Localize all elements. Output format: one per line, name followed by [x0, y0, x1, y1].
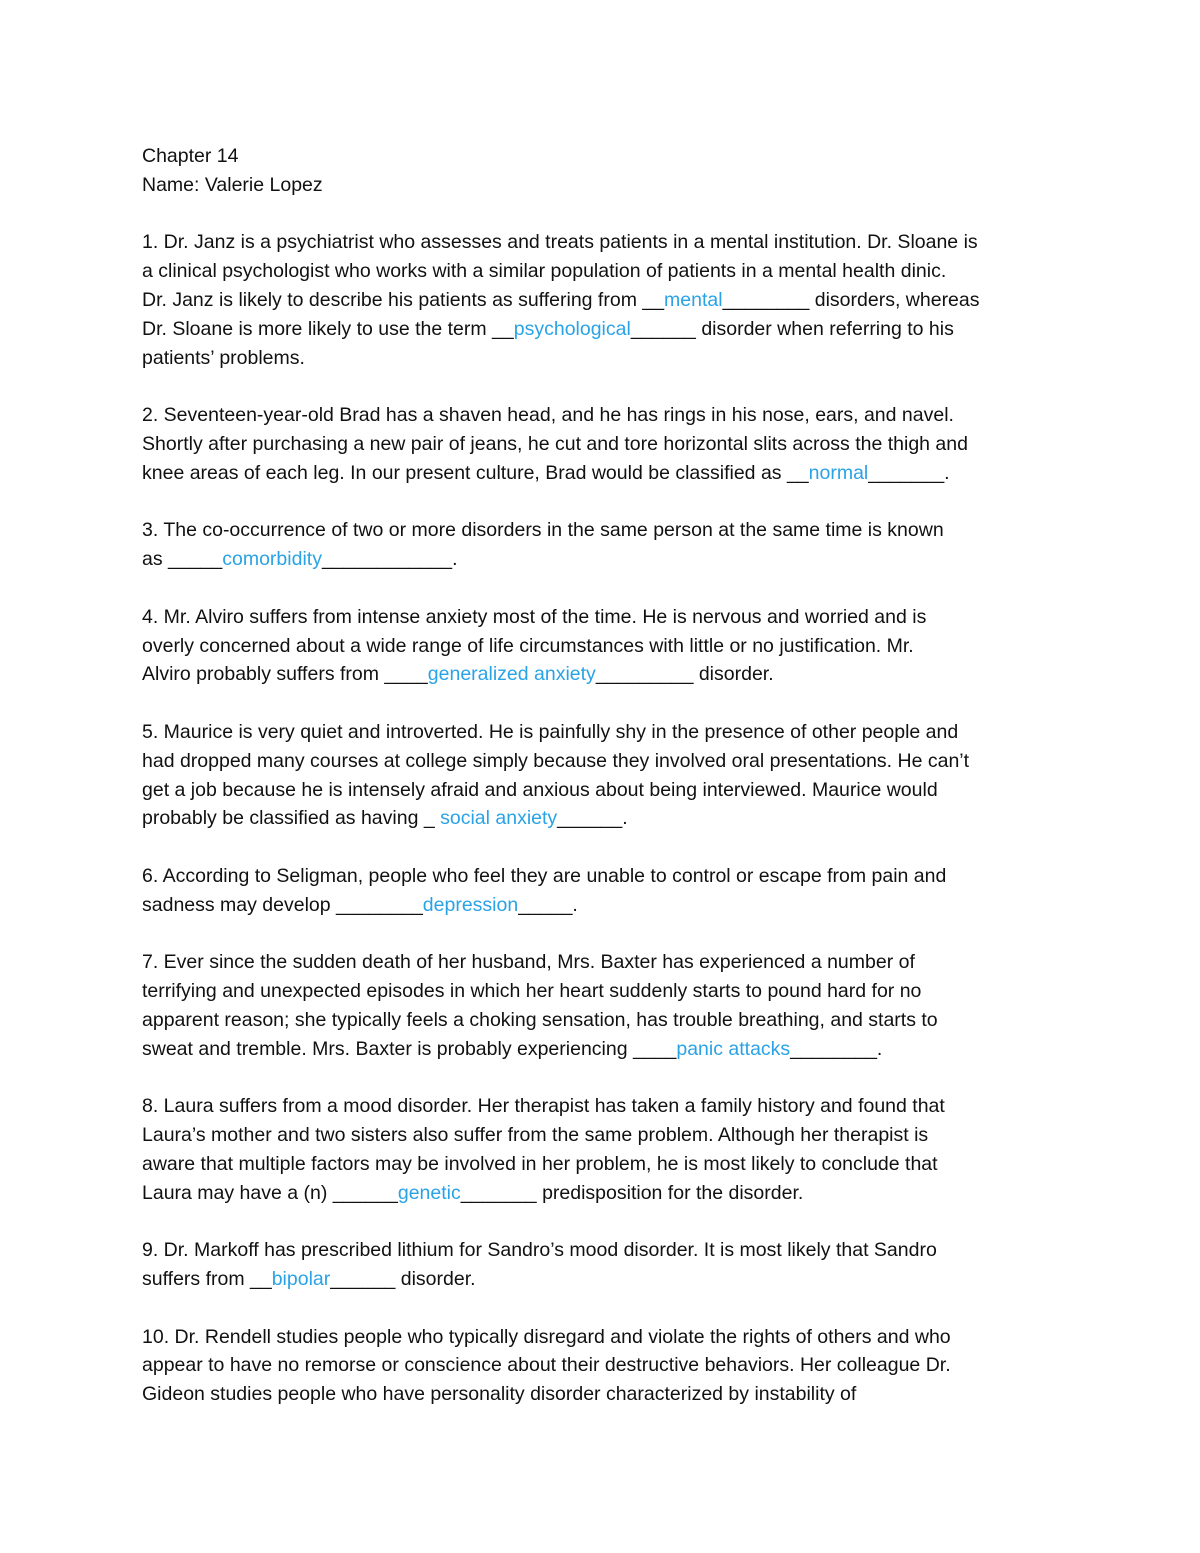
document-content	[142, 142, 1067, 1409]
question-3	[142, 516, 1067, 574]
answer-text: social anxiety	[440, 807, 558, 830]
spacer	[142, 920, 1067, 949]
question-text: ______ disorder.	[330, 1268, 476, 1291]
question-text: terrifying and unexpected episodes in which her heart suddenly starts to pound hard for no	[142, 980, 922, 1003]
question-line	[142, 1236, 1067, 1265]
question-line	[142, 776, 1067, 805]
question-line	[142, 1006, 1067, 1035]
question-text: 1. Dr. Janz is a psychiatrist who assesses and treats patients in a mental institution. Dr. Sloane is	[142, 231, 978, 254]
question-line	[142, 977, 1067, 1006]
spacer	[142, 833, 1067, 862]
question-text: ______.	[557, 807, 628, 830]
question-line	[142, 459, 1067, 488]
student-name: Name: Valerie Lopez	[142, 173, 323, 196]
question-text: Shortly after purchasing a new pair of jeans, he cut and tore horizontal slits across the thigh and	[142, 432, 968, 455]
question-text: ____________.	[321, 548, 458, 571]
question-line	[142, 344, 1067, 373]
question-line	[142, 1179, 1067, 1208]
question-line	[142, 1351, 1067, 1380]
answer-text: bipolar	[271, 1268, 331, 1291]
question-line	[142, 1035, 1067, 1064]
question-2	[142, 401, 1067, 487]
question-text: Dr. Sloane is more likely to use the term __	[142, 317, 514, 340]
question-text: had dropped many courses at college simply because they involved oral presentations. He can’t	[142, 749, 970, 772]
question-line	[142, 545, 1067, 574]
spacer	[142, 1294, 1067, 1323]
question-text: ________.	[790, 1037, 883, 1060]
question-text: probably be classified as having _	[142, 807, 441, 830]
question-text: _______ predisposition for the disorder.	[460, 1181, 804, 1204]
question-line	[142, 660, 1067, 689]
answer-text: genetic	[397, 1181, 461, 1204]
question-text: sadness may develop ________	[142, 893, 423, 916]
question-text: 3. The co-occurrence of two or more disorders in the same person at the same time is known	[142, 519, 944, 542]
answer-text: mental	[664, 288, 723, 311]
answer-text: panic attacks	[676, 1037, 791, 1060]
question-text: ________ disorders, whereas	[722, 288, 980, 311]
question-text: 6. According to Seligman, people who feel they are unable to control or escape from pain and	[142, 864, 947, 887]
question-text: sweat and tremble. Mrs. Baxter is probably experiencing ____	[142, 1037, 677, 1060]
question-list	[142, 228, 1067, 1409]
question-line	[142, 804, 1067, 833]
question-10	[142, 1323, 1067, 1409]
question-text: 5. Maurice is very quiet and introverted. He is painfully shy in the presence of other people and	[142, 720, 959, 743]
question-text: 4. Mr. Alviro suffers from intense anxiety most of the time. He is nervous and worried and is	[142, 605, 927, 628]
question-text: Alviro probably suffers from ____	[142, 663, 428, 686]
question-line	[142, 315, 1067, 344]
question-9	[142, 1236, 1067, 1294]
question-text: suffers from __	[142, 1268, 272, 1291]
question-line	[142, 228, 1067, 257]
question-line	[142, 1323, 1067, 1352]
question-line	[142, 1121, 1067, 1150]
question-text: aware that multiple factors may be involved in her problem, he is most likely to conclude that	[142, 1152, 938, 1175]
question-line	[142, 286, 1067, 315]
question-text: a clinical psychologist who works with a similar population of patients in a mental health dinic.	[142, 260, 947, 283]
chapter-heading: Chapter 14	[142, 145, 239, 167]
question-line	[142, 862, 1067, 891]
spacer	[142, 574, 1067, 603]
question-text: appear to have no remorse or conscience about their destructive behaviors. Her colleague Dr.	[142, 1354, 951, 1377]
spacer	[142, 1207, 1067, 1236]
question-text: 10. Dr. Rendell studies people who typically disregard and violate the rights of others and who	[142, 1325, 951, 1348]
question-line	[142, 718, 1067, 747]
answer-text: psychological	[513, 317, 631, 340]
question-line	[142, 401, 1067, 430]
question-text: Laura may have a (n) ______	[142, 1181, 398, 1204]
question-text: ______ disorder when referring to his	[630, 317, 954, 340]
question-line	[142, 1150, 1067, 1179]
question-line	[142, 603, 1067, 632]
question-text: 8. Laura suffers from a mood disorder. Her therapist has taken a family history and found that	[142, 1095, 945, 1118]
question-line	[142, 891, 1067, 920]
question-text: Gideon studies people who have personality disorder characterized by instability of	[142, 1383, 857, 1406]
question-text: 9. Dr. Markoff has prescribed lithium for Sandro’s mood disorder. It is most likely that Sandro	[142, 1239, 937, 1262]
question-line	[142, 632, 1067, 661]
question-line	[142, 747, 1067, 776]
question-line	[142, 948, 1067, 977]
question-line	[142, 1265, 1067, 1294]
question-text: Laura’s mother and two sisters also suffer from the same problem. Although her therapist is	[142, 1124, 929, 1147]
question-text: overly concerned about a wide range of life circumstances with little or no justification. Mr.	[142, 634, 914, 657]
question-text: _______.	[868, 461, 950, 484]
question-text: get a job because he is intensely afraid and anxious about being interviewed. Maurice would	[142, 778, 938, 801]
answer-text: generalized anxiety	[427, 663, 596, 686]
spacer	[142, 689, 1067, 718]
spacer	[142, 488, 1067, 517]
question-text: apparent reason; she typically feels a choking sensation, has trouble breathing, and starts to	[142, 1008, 938, 1031]
spacer	[142, 372, 1067, 401]
question-text: 7. Ever since the sudden death of her husband, Mrs. Baxter has experienced a number of	[142, 951, 915, 974]
question-line	[142, 257, 1067, 286]
question-text: 2. Seventeen-year-old Brad has a shaven head, and he has rings in his nose, ears, and navel.	[142, 404, 954, 427]
question-4	[142, 603, 1067, 689]
question-text: _____.	[518, 893, 578, 916]
question-text: patients’ problems.	[142, 346, 305, 369]
question-text: knee areas of each leg. In our present culture, Brad would be classified as __	[142, 461, 809, 484]
question-text: Dr. Janz is likely to describe his patients as suffering from __	[142, 288, 665, 311]
question-text: as _____	[142, 548, 223, 571]
question-line	[142, 1092, 1067, 1121]
answer-text: normal	[808, 461, 869, 484]
question-line	[142, 1380, 1067, 1409]
question-7	[142, 948, 1067, 1063]
question-8	[142, 1092, 1067, 1207]
spacer	[142, 1064, 1067, 1093]
answer-text: depression	[422, 893, 519, 916]
question-line	[142, 516, 1067, 545]
question-line	[142, 430, 1067, 459]
question-6	[142, 862, 1067, 920]
question-5	[142, 718, 1067, 833]
spacer	[142, 200, 1067, 229]
answer-text: comorbidity	[222, 548, 322, 571]
question-text: _________ disorder.	[595, 663, 774, 686]
question-1	[142, 228, 1067, 372]
